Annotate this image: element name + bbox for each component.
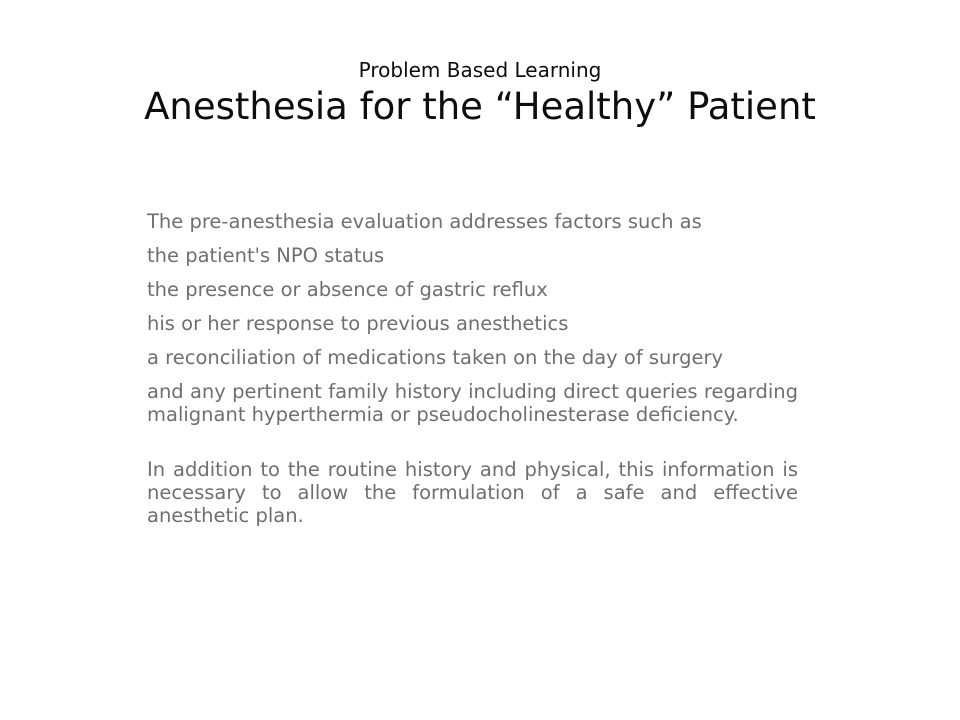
paragraph-medications: a reconciliation of medications taken on the day of surgery <box>147 346 724 369</box>
title-block <box>48 58 912 129</box>
paragraph-intro: The pre-anesthesia evaluation addresses factors such as <box>147 210 702 233</box>
paragraph-previous-anesthetics: his or her response to previous anesthetics <box>147 312 569 335</box>
body-text <box>147 210 798 538</box>
paragraph-conclusion: In addition to the routine history and physical, this information is necessary to allow the formulation of a safe and effective anesthetic plan. <box>147 458 798 527</box>
slide-subtitle: Problem Based Learning <box>358 58 602 82</box>
paragraph-family-history: and any pertinent family history including direct queries regarding malignant hyperthermia or pseudocholinesterase deficiency. <box>147 380 798 426</box>
paragraph-npo-status: the patient's NPO status <box>147 244 385 267</box>
paragraph-gastric-reflux: the presence or absence of gastric reflux <box>147 278 548 301</box>
slide-title: Anesthesia for the “Healthy” Patient <box>144 85 816 128</box>
